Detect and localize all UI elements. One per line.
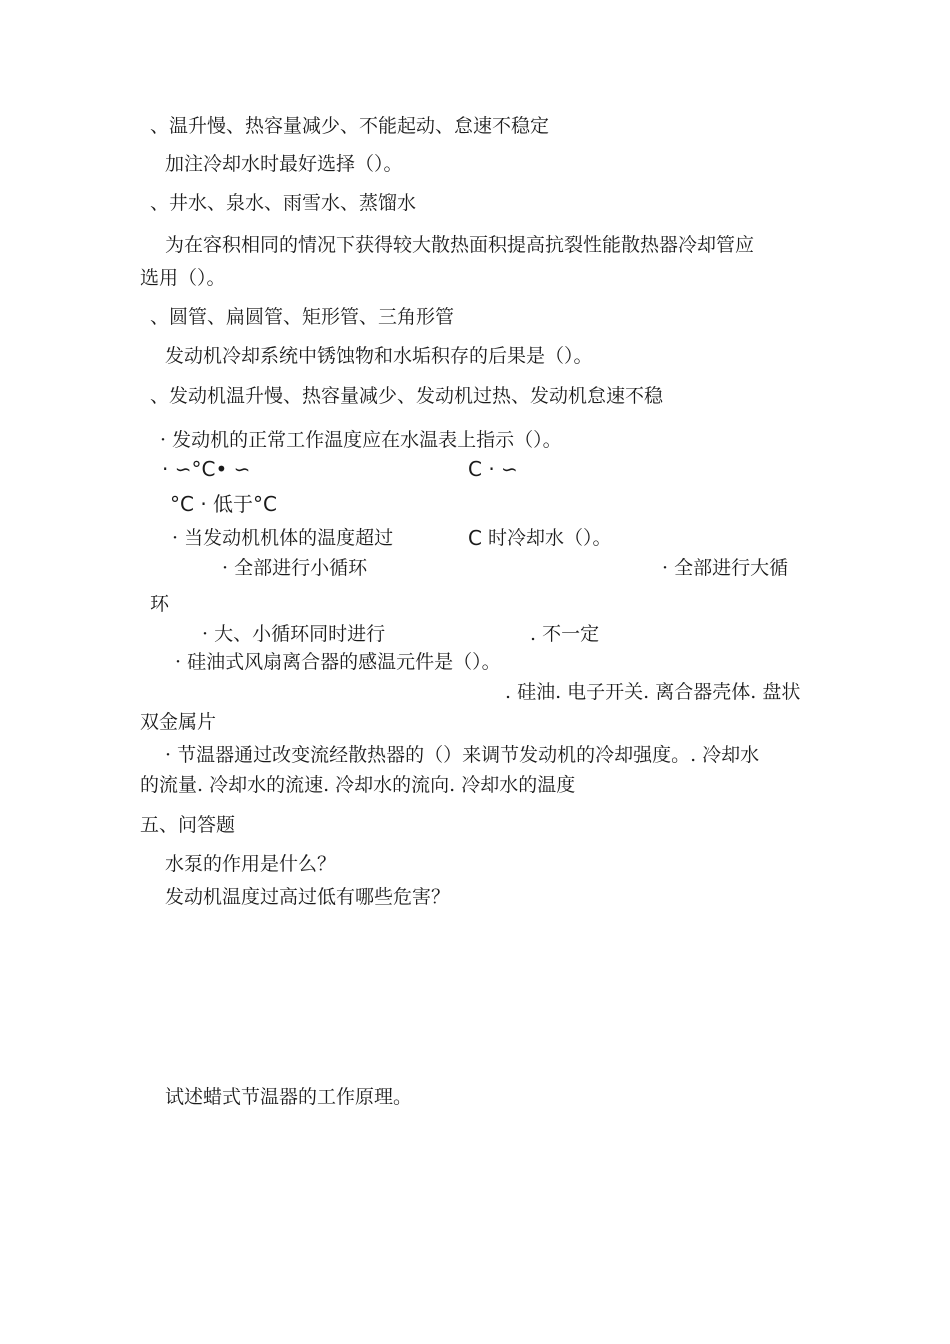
question-fragment: 时冷却水（）。: [488, 527, 612, 549]
option-fragment: · 全部进行大循: [662, 557, 789, 579]
question-line: 为在容积相同的情况下获得较大散热面积提高抗裂性能散热器冷却管应: [165, 234, 755, 256]
option-line: 、井水、泉水、雨雪水、蒸馏水: [150, 192, 417, 214]
option-line: 、发动机温升慢、热容量减少、发动机过热、发动机怠速不稳: [150, 385, 664, 407]
essay-question: 试述蜡式节温器的工作原理。: [165, 1086, 413, 1108]
question-line: · 硅油式风扇离合器的感温元件是（）。: [175, 651, 501, 673]
option-line-continued: 双金属片: [140, 711, 217, 733]
question-line: 发动机冷却系统中锈蚀物和水垢积存的后果是（）。: [165, 345, 593, 367]
option-fragment: · 全部进行小循环: [222, 557, 368, 579]
question-fragment: C: [468, 526, 482, 550]
option-line: . 硅油. 电子开关. 离合器壳体. 盘状: [505, 681, 801, 703]
question-line: · 当发动机机体的温度超过: [172, 527, 394, 549]
essay-question: 水泵的作用是什么？: [165, 853, 337, 875]
question-line-continued: 选用（）。: [140, 267, 226, 289]
question-line: 加注冷却水时最好选择（）。: [165, 153, 403, 175]
option-fragment-continued: 环: [150, 593, 170, 615]
option-line: 、圆管、扁圆管、矩形管、三角形管: [150, 306, 455, 328]
option-line-continued: 的流量. 冷却水的流速. 冷却水的流向. 冷却水的温度: [140, 774, 576, 796]
option-fragment: . 不一定: [530, 623, 600, 645]
option-fragment: · 大、小循环同时进行: [202, 623, 386, 645]
question-line: · 发动机的正常工作温度应在水温表上指示（）。: [160, 429, 562, 451]
section-heading: 五、问答题: [140, 814, 236, 836]
essay-question: 发动机温度过高过低有哪些危害？: [165, 886, 451, 908]
option-fragment: C · ∽: [468, 457, 518, 481]
question-line: · 节温器通过改变流经散热器的（）来调节发动机的冷却强度。. 冷却水: [165, 744, 760, 766]
option-line: °C · 低于°C: [170, 492, 278, 516]
option-fragment: · ∽°C• ∽: [162, 457, 251, 481]
option-line: 、温升慢、热容量减少、不能起动、怠速不稳定: [150, 115, 550, 137]
